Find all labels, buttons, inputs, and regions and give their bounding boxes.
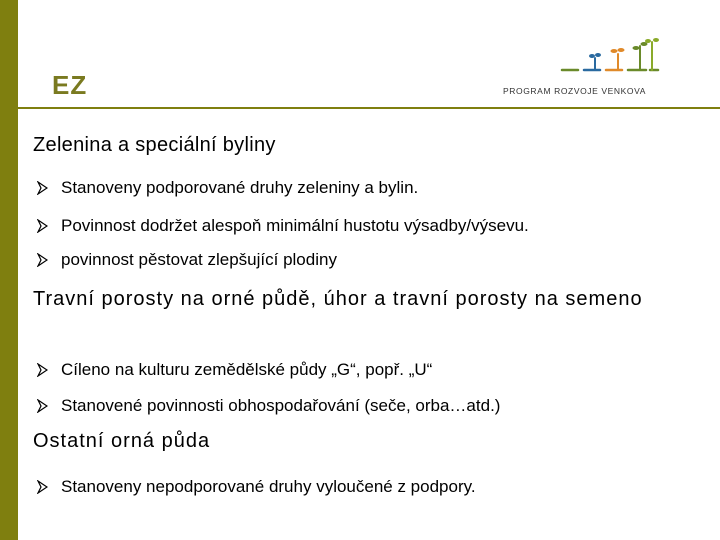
arrow-bullet-icon [37, 363, 48, 377]
list-item [37, 216, 529, 236]
slide-title: EZ [52, 70, 88, 100]
list-item [37, 477, 476, 497]
list-item-text: povinnost pěstovat zlepšující plodiny [61, 250, 337, 269]
arrow-bullet-icon [37, 480, 48, 494]
arrow-bullet-icon [37, 399, 48, 413]
list-item-text: Stanoveny podporované druhy zeleniny a bylin. [61, 178, 419, 197]
logo-caption: PROGRAM ROZVOJE VENKOVA [503, 86, 647, 96]
left-accent-bar [0, 0, 18, 540]
list-item-text: Stanoveny nepodporované druhy vyloučené z podpory. [61, 477, 476, 496]
list-item-text: Stanovené povinnosti obhospodařování (seče, orba…atd.) [61, 396, 501, 415]
title-divider [18, 107, 720, 109]
arrow-bullet-icon [37, 253, 48, 267]
list-item-text: Povinnost dodržet alespoň minimální hustotu výsadby/výsevu. [61, 216, 529, 235]
section-heading: Travní porosty na orné půdě, úhor a travní porosty na semeno [33, 288, 643, 310]
section-heading: Zelenina a speciální byliny [33, 134, 276, 156]
section-heading: Ostatní orná půda [33, 430, 211, 452]
arrow-bullet-icon [37, 219, 48, 233]
list-item [37, 396, 500, 416]
list-item-text: Cíleno na kulturu zemědělské půdy „G“, popř. „U“ [61, 360, 433, 379]
list-item [37, 360, 432, 380]
list-item [37, 250, 337, 270]
list-item [37, 178, 418, 198]
arrow-bullet-icon [37, 181, 48, 195]
